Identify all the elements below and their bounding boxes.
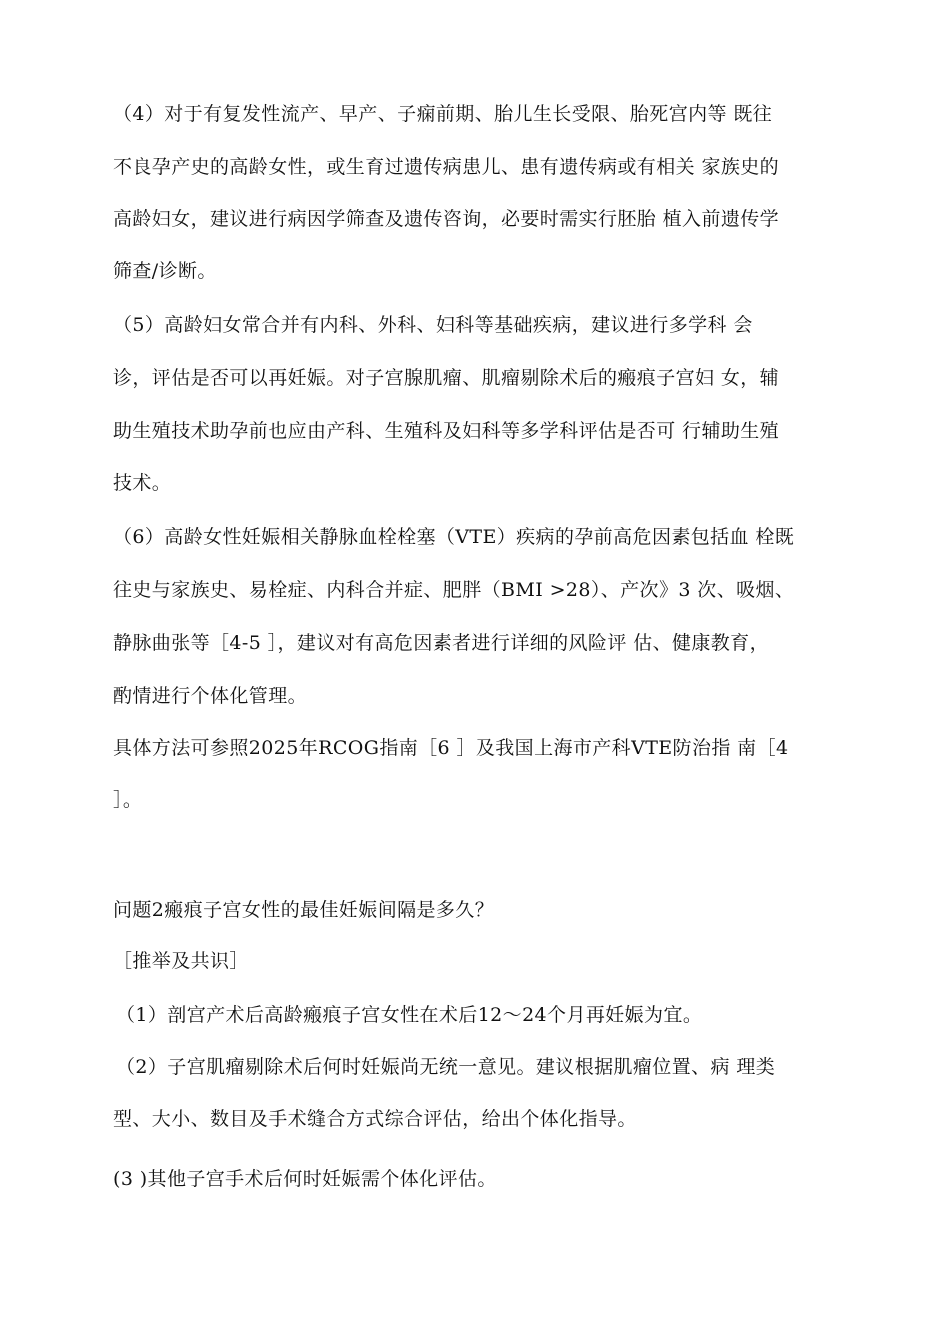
paragraph-5-line-2: 诊，评估是否可以再妊娠。对子宫腺肌瘤、肌瘤剔除术后的瘢痕子宫妇 女，辅 — [113, 367, 780, 389]
paragraph-6-line-2: 往史与家族史、易栓症、内科合并症、肥胖（BMI >28）、产次》3 次、吸烟、 — [113, 579, 795, 601]
recommendation-3: (3 )其他子宫手术后何时妊娠需个体化评估。 — [113, 1168, 497, 1190]
paragraph-5-line-3: 助生殖技术助孕前也应由产科、生殖科及妇科等多学科评估是否可 行辅助生殖 — [113, 420, 780, 442]
paragraph-5-line-4: 技术。 — [113, 472, 172, 494]
paragraph-4-line-1: （4）对于有复发性流产、早产、子痫前期、胎儿生长受限、胎死宫内等 既往 — [113, 103, 773, 125]
method-reference-line-1: 具体方法可参照2025年RCOG指南［6 ］及我国上海市产科VTE防治指 南［4 — [113, 737, 789, 759]
recommendation-1: （1）剖宫产术后高龄瘢痕子宫女性在术后12〜24个月再妊娠为宜。 — [116, 1004, 703, 1026]
paragraph-5-line-1: （5）高龄妇女常合并有内科、外科、妇科等基础疾病，建议进行多学科 会 — [113, 314, 753, 336]
question-2-heading: 问题2瘢痕子宫女性的最佳妊娠间隔是多久？ — [113, 899, 495, 921]
paragraph-6-line-4: 酌情进行个体化管理。 — [113, 685, 308, 707]
recommendation-2-line-1: （2）子宫肌瘤剔除术后何时妊娠尚无统一意见。建议根据肌瘤位置、病 理类 — [116, 1056, 776, 1078]
paragraph-4-line-3: 高龄妇女，建议进行病因学筛查及遗传咨询，必要时需实行胚胎 植入前遗传学 — [113, 208, 780, 230]
paragraph-6-line-3: 静脉曲张等［4-5 ］，建议对有高危因素者进行详细的风险评 估、健康教育， — [113, 632, 769, 654]
paragraph-4-line-4: 筛查/诊断。 — [113, 260, 217, 282]
paragraph-6-line-1: （6）高龄女性妊娠相关静脉血栓栓塞（VTE）疾病的孕前高危因素包括血 栓既 — [113, 526, 795, 548]
recommendation-heading: ［推举及共识］ — [113, 950, 249, 972]
paragraph-4-line-2: 不良孕产史的高龄女性，或生育过遗传病患儿、患有遗传病或有相关 家族史的 — [113, 156, 780, 178]
method-reference-line-2: ］。 — [113, 789, 143, 811]
recommendation-2-line-2: 型、大小、数目及手术缝合方式综合评估，给出个体化指导。 — [113, 1108, 637, 1130]
